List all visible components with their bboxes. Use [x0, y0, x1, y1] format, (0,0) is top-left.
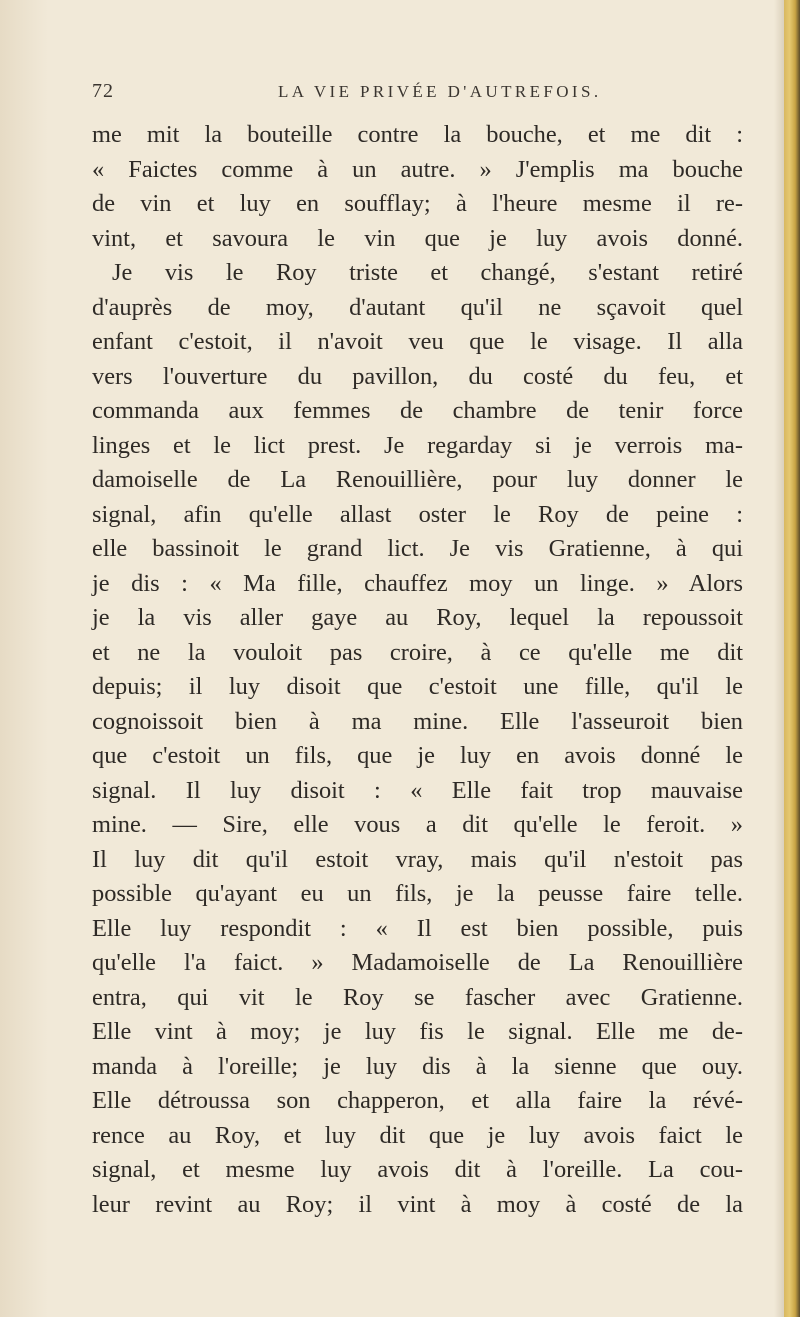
text-line: me mit la bouteille contre la bouche, et me dit :	[92, 121, 743, 148]
text-line: depuis; il luy disoit que c'estoit une fille, qu'il le	[92, 673, 743, 700]
text-line: de vin et luy en soufflay; à l'heure mesme il re-	[92, 190, 743, 217]
text-line: rence au Roy, et luy dit que je luy avois faict le	[92, 1121, 743, 1149]
text-line: je la vis aller gaye au Roy, lequel la repoussoit	[92, 604, 743, 631]
page-gutter-shadow	[774, 0, 784, 1317]
text-line: leur revint au Roy; il vint à moy à costé de la	[92, 1190, 743, 1218]
text-line: entra, qui vit le Roy se fascher avec Gratienne.	[92, 983, 743, 1011]
page-number: 72	[92, 80, 114, 102]
text-line: Je vis le Roy triste et changé, s'estant retiré	[112, 259, 743, 286]
text-line: mine. — Sire, elle vous a dit qu'elle le feroit. »	[92, 811, 743, 838]
text-line: commanda aux femmes de chambre de tenir force	[92, 397, 743, 424]
text-line: Elle détroussa son chapperon, et alla faire la révé-	[92, 1087, 743, 1114]
body-text	[92, 118, 743, 1222]
text-line: manda à l'oreille; je luy dis à la sienne que ouy.	[92, 1052, 743, 1080]
text-line: signal, afin qu'elle allast oster le Roy de peine :	[92, 500, 743, 528]
gilded-page-edge	[784, 0, 800, 1317]
text-line: je dis : « Ma fille, chauffez moy un linge. » Alors	[92, 569, 743, 597]
text-line: linges et le lict prest. Je regarday si je verrois ma-	[92, 431, 743, 459]
page-header	[92, 80, 692, 110]
text-line: enfant c'estoit, il n'avoit veu que le visage. Il alla	[92, 328, 743, 355]
text-line: d'auprès de moy, d'autant qu'il ne sçavoit quel	[92, 293, 743, 321]
text-line: vint, et savoura le vin que je luy avois donné.	[92, 224, 743, 252]
text-line: elle bassinoit le grand lict. Je vis Gratienne, à qui	[92, 535, 743, 562]
text-line: que c'estoit un fils, que je luy en avois donné le	[92, 742, 743, 769]
text-line: qu'elle l'a faict. » Madamoiselle de La Renouillière	[92, 949, 743, 976]
text-line: Elle vint à moy; je luy fis le signal. Elle me de-	[92, 1018, 743, 1045]
text-line: cognoissoit bien à ma mine. Elle l'asseuroit bien	[92, 707, 743, 735]
text-line: vers l'ouverture du pavillon, du costé du feu, et	[92, 362, 743, 390]
text-line: signal. Il luy disoit : « Elle fait trop mauvaise	[92, 776, 743, 804]
text-line: Il luy dit qu'il estoit vray, mais qu'il n'estoit pas	[92, 845, 743, 873]
text-line: « Faictes comme à un autre. » J'emplis ma bouche	[92, 155, 743, 183]
text-line: et ne la vouloit pas croire, à ce qu'elle me dit	[92, 638, 743, 666]
text-line: damoiselle de La Renouillière, pour luy donner le	[92, 466, 743, 493]
running-title: LA VIE PRIVÉE D'AUTREFOIS.	[278, 82, 602, 101]
text-line: Elle luy respondit : « Il est bien possible, puis	[92, 914, 743, 942]
text-line: possible qu'ayant eu un fils, je la peusse faire telle.	[92, 880, 743, 907]
text-line: signal, et mesme luy avois dit à l'oreille. La cou-	[92, 1156, 743, 1183]
